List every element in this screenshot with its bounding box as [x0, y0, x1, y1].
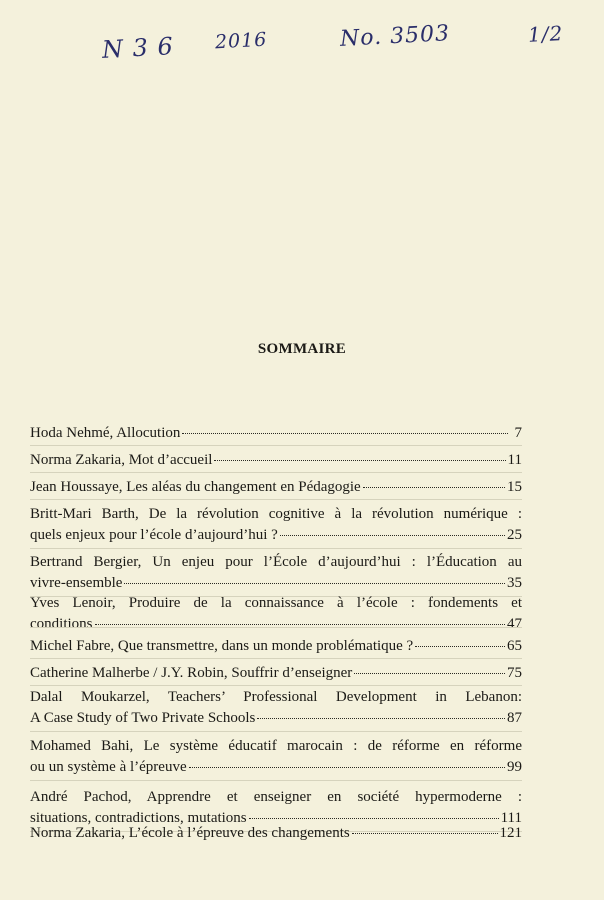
- toc-entry-text: A Case Study of Two Private Schools: [30, 710, 256, 726]
- bleed-through-text: [30, 60, 590, 144]
- divider: [30, 658, 522, 659]
- toc-entry: [30, 687, 522, 729]
- toc-entry-line1: Mohamed Bahi, Le système éducatif marocain : de réforme en réforme: [30, 738, 522, 754]
- toc-page-number: 87: [507, 710, 522, 726]
- divider: [30, 731, 522, 732]
- divider: [30, 685, 522, 686]
- toc-entry-text: vivre-ensemble: [30, 575, 123, 591]
- toc-entry-text: Hoda Nehmé, Allocution: [30, 425, 181, 441]
- toc-entry: [30, 504, 522, 546]
- toc-page-number: 121: [499, 825, 522, 841]
- divider: [30, 548, 522, 549]
- toc-entry: [30, 823, 522, 844]
- toc-entry-text: conditions: [30, 616, 93, 632]
- leader-dots: [354, 672, 505, 674]
- leader-dots: [124, 582, 505, 584]
- toc-entry-text: Jean Houssaye, Les aléas du changement en Pédagogie: [30, 479, 361, 495]
- divider: [30, 627, 522, 628]
- leader-dots: [249, 817, 499, 819]
- toc-entry: [30, 450, 522, 471]
- divider: [30, 472, 522, 473]
- toc-page-number: 65: [507, 638, 522, 654]
- leader-dots: [257, 717, 505, 719]
- toc-entry-text: Norma Zakaria, Mot d’accueil: [30, 452, 213, 468]
- toc-entry-line1: Bertrand Bergier, Un enjeu pour l’École d’aujourd’hui : l’Éducation au: [30, 554, 522, 570]
- handwritten-issue-number: N 3 6: [101, 32, 175, 64]
- toc-entry-text: Norma Zakaria, L’école à l’épreuve des changements: [30, 825, 350, 841]
- toc-entry: [30, 423, 522, 444]
- divider: [30, 445, 522, 446]
- toc-entry: [30, 552, 522, 594]
- toc-entry-text: Catherine Malherbe / J.Y. Robin, Souffrir d’enseigner: [30, 665, 353, 681]
- handwritten-part: 1/2: [527, 21, 564, 47]
- toc-entry-text: quels enjeux pour l’école d’aujourd’hui ?: [30, 527, 278, 543]
- leader-dots: [214, 459, 505, 461]
- leader-dots: [95, 623, 506, 625]
- toc-entry: [30, 636, 522, 657]
- leader-dots: [189, 766, 505, 768]
- handwritten-catalog-number: No. 3503: [339, 21, 451, 52]
- page-title: SOMMAIRE: [257, 341, 347, 357]
- toc-entry-line1: Dalal Moukarzel, Teachers’ Professional Development in Lebanon:: [30, 689, 522, 705]
- toc-entry: [30, 477, 522, 498]
- toc-page-number: 99: [507, 759, 522, 775]
- toc-entry-line1: André Pachod, Apprendre et enseigner en société hypermoderne :: [30, 789, 522, 805]
- toc-page-number: 111: [500, 810, 522, 826]
- divider: [30, 780, 522, 781]
- toc-entry: [30, 736, 522, 778]
- toc-entry-line1: Britt-Mari Barth, De la révolution cognitive à la révolution numérique :: [30, 506, 522, 522]
- toc-entry: [30, 593, 522, 635]
- toc-page-number: 47: [507, 616, 522, 632]
- toc-entry: [30, 663, 522, 684]
- handwritten-year: 2016: [214, 28, 268, 54]
- leader-dots: [415, 645, 505, 647]
- leader-dots: [182, 432, 508, 434]
- toc-page-number: 35: [507, 575, 522, 591]
- leader-dots: [352, 832, 498, 834]
- toc-entry-text: ou un système à l’épreuve: [30, 759, 187, 775]
- toc-page-number: 25: [507, 527, 522, 543]
- toc-entry-text: situations, contradictions, mutations: [30, 810, 247, 826]
- toc-entry-line1: Yves Lenoir, Produire de la connaissance à l’école : fondements et: [30, 595, 522, 611]
- leader-dots: [363, 486, 505, 488]
- leader-dots: [280, 534, 505, 536]
- toc-page-number: 15: [507, 479, 522, 495]
- toc-page-number: 11: [507, 452, 522, 468]
- divider: [30, 499, 522, 500]
- toc-entry-text: Michel Fabre, Que transmettre, dans un monde problématique ?: [30, 638, 414, 654]
- toc-page-number: 75: [507, 665, 522, 681]
- toc-page-number: 7: [514, 425, 522, 441]
